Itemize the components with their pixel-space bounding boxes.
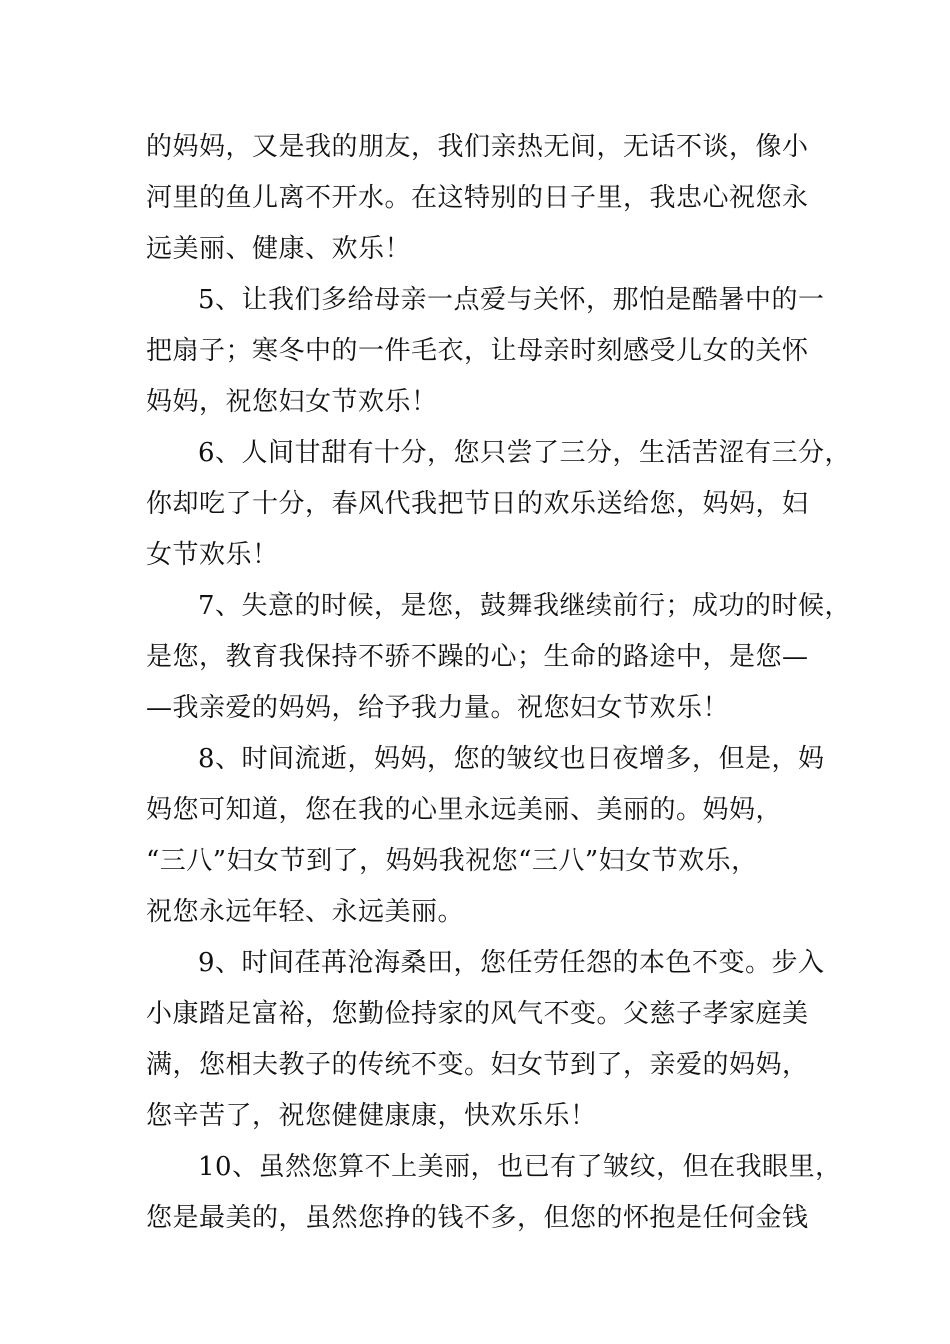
paragraph-10 [146, 1142, 842, 1244]
text-line: 你却吃了十分，春风代我把节日的欢乐送给您，妈妈，妇 [146, 489, 809, 519]
text-line: 河里的鱼儿离不开水。在这特别的日子里，我忠心祝您永 [146, 183, 809, 213]
text-line: 是您，教育我保持不骄不躁的心；生命的路途中，是您— [146, 642, 809, 672]
text-line: 的妈妈，又是我的朋友，我们亲热无间，无话不谈，像小 [146, 132, 809, 162]
paragraph-6 [146, 428, 852, 581]
text-line: 7、失意的时候，是您，鼓舞我继续前行；成功的时候， [198, 591, 852, 621]
text-line: 10、虽然您算不上美丽，也已有了皱纹，但在我眼里， [198, 1152, 842, 1182]
text-line: 把扇子；寒冬中的一件毛衣，让母亲时刻感受儿女的关怀 [146, 336, 809, 366]
text-line: 祝您永远年轻、永远美丽。 [146, 897, 465, 927]
text-line: 小康踏足富裕，您勤俭持家的风气不变。父慈子孝家庭美 [146, 999, 809, 1029]
text-line: 5、让我们多给母亲一点爱与关怀，那怕是酷暑中的一 [198, 285, 825, 315]
text-line: 妈妈，祝您妇女节欢乐！ [146, 387, 438, 417]
paragraph-9 [146, 938, 826, 1142]
paragraph-5 [146, 275, 826, 428]
text-line: 6、人间甘甜有十分，您只尝了三分，生活苦涩有三分， [198, 438, 852, 468]
text-line: 8、时间流逝，妈妈，您的皱纹也日夜增多，但是，妈 [198, 744, 825, 774]
text-line: 女节欢乐！ [146, 540, 279, 570]
text-line: 您辛苦了，祝您健健康康，快欢乐乐！ [146, 1101, 597, 1131]
paragraph-8 [146, 734, 826, 938]
text-line: 妈您可知道，您在我的心里永远美丽、美丽的。妈妈， [146, 795, 783, 825]
paragraph-continuation [146, 122, 826, 275]
text-line: 9、时间荏苒沧海桑田，您任劳任怨的本色不变。步入 [198, 948, 825, 978]
text-line: “三八”妇女节到了，妈妈我祝您“三八”妇女节欢乐， [146, 846, 758, 876]
text-line: —我亲爱的妈妈，给予我力量。祝您妇女节欢乐！ [146, 693, 730, 723]
document-page [146, 122, 852, 1244]
text-line: 满，您相夫教子的传统不变。妇女节到了，亲爱的妈妈， [146, 1050, 809, 1080]
text-line: 您是最美的，虽然您挣的钱不多，但您的怀抱是任何金钱 [146, 1203, 809, 1233]
text-line: 远美丽、健康、欢乐！ [146, 234, 412, 264]
paragraph-7 [146, 581, 852, 734]
